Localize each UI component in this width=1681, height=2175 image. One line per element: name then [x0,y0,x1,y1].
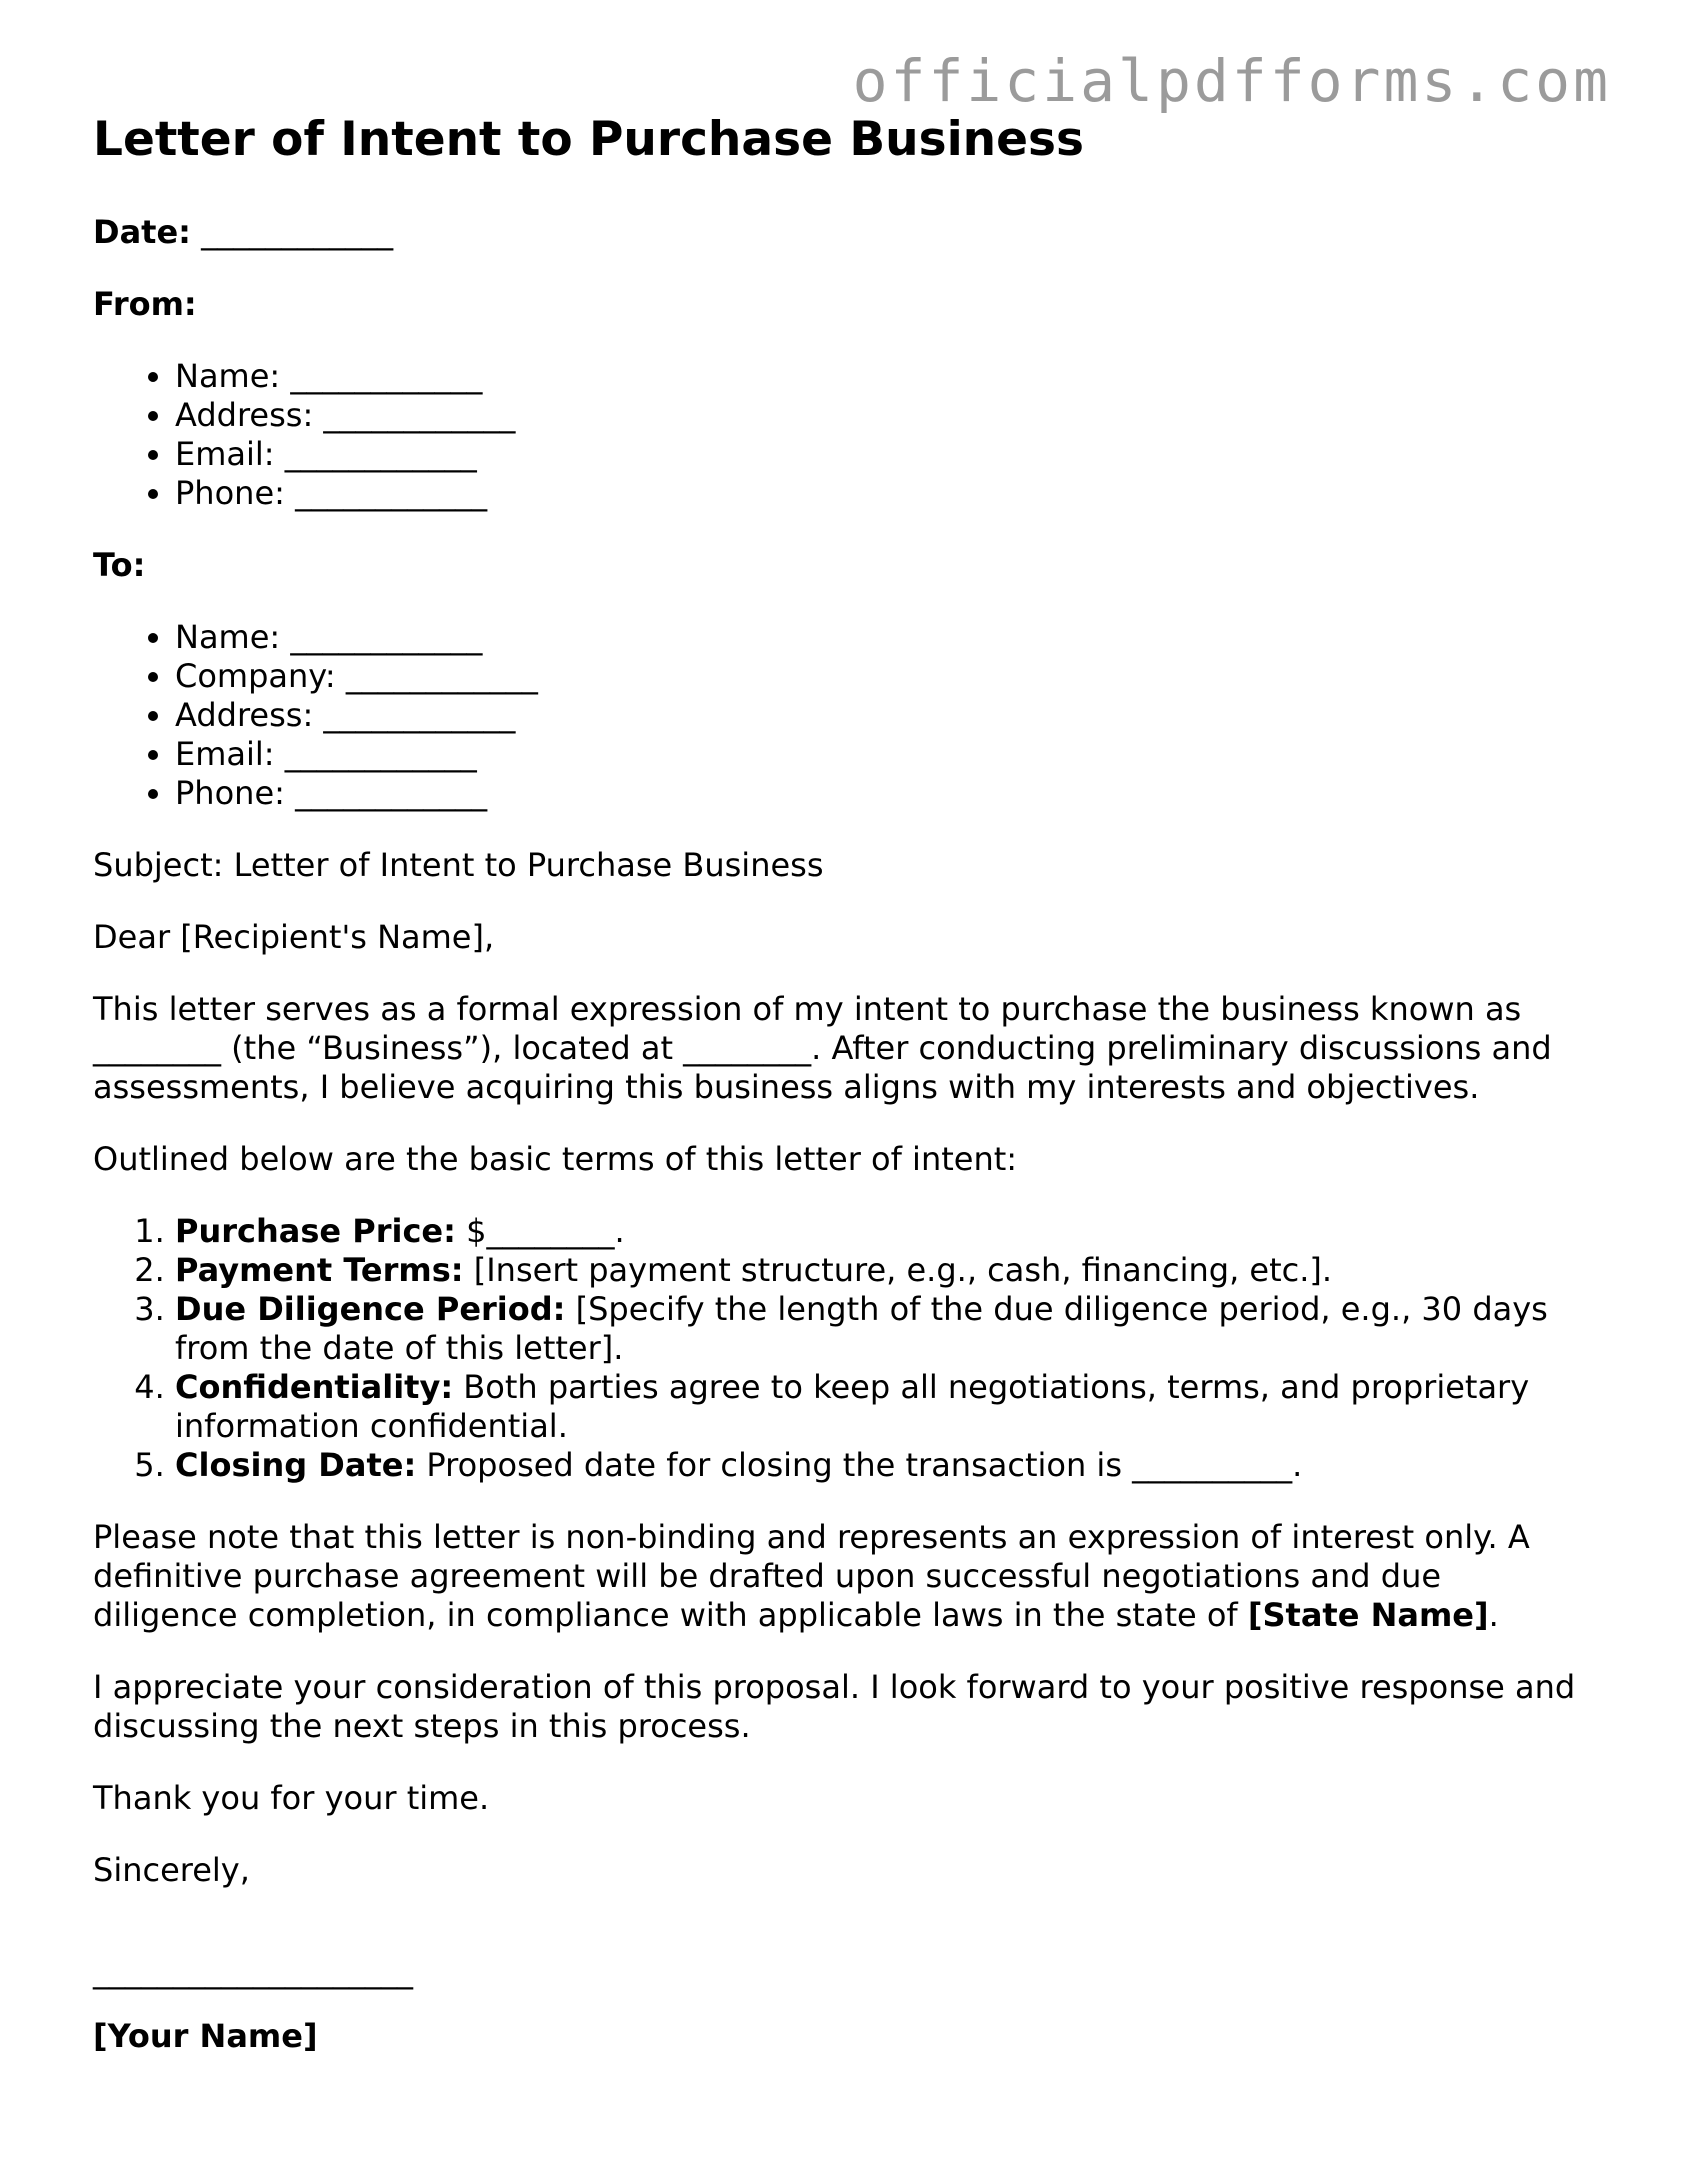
state-name: [State Name] [1247,1596,1489,1634]
term-item [175,1290,1593,1368]
your-name: [Your Name] [93,2017,318,2055]
to-heading: To: [93,546,146,584]
term-label: Due Diligence Period: [175,1290,566,1328]
watermark: officialpdfforms.com [852,47,1611,115]
term-item [175,1446,1593,1485]
term-label: Closing Date: [175,1446,417,1484]
list-item: • Address: ____________ [175,696,1593,735]
term-text: $________. [455,1212,625,1250]
to-list [93,618,1593,813]
list-item: • Name: ____________ [175,618,1593,657]
list-item: • Company: ____________ [175,657,1593,696]
term-label: Purchase Price: [175,1212,456,1250]
terms-list [93,1212,1593,1485]
from-heading: From: [93,285,197,323]
intro-paragraph: This letter serves as a formal expression of my intent to purchase the business known as ________ (the “Business”), located at ________. After conducting preliminary discussions and assessments, I believe acquiring this business aligns with my interests and objectives. [93,990,1552,1106]
date-line [93,213,1593,252]
from-list [93,357,1593,513]
list-item: • Phone: ____________ [175,474,1593,513]
term-text: [Insert payment structure, e.g., cash, financing, etc.]. [463,1251,1333,1289]
list-item: • Name: ____________ [175,357,1593,396]
list-item: • Phone: ____________ [175,774,1593,813]
term-item [175,1212,1593,1251]
date-blank: ____________ [201,213,394,251]
term-label: Confidentiality: [175,1368,454,1406]
date-label: Date: [93,213,191,251]
list-item: • Email: ____________ [175,735,1593,774]
term-label: Payment Terms: [175,1251,464,1289]
term-item [175,1368,1593,1446]
salutation: Dear [Recipient's Name], [93,918,495,956]
signature-line: ____________________ [93,1952,413,1990]
list-item: • Email: ____________ [175,435,1593,474]
terms-intro: Outlined below are the basic terms of this letter of intent: [93,1140,1018,1178]
note-paragraph [93,1518,1593,1635]
note-text: Please note that this letter is non-binding and represents an expression of interest only. A definitive purchase agreement will be drafted upon successful negotiations and due diligence completion, in compliance with applicable laws in the state of [93,1518,1530,1634]
letter-document [93,112,1593,2089]
subject-line: Subject: Letter of Intent to Purchase Business [93,846,824,884]
thanks-line: Thank you for your time. [93,1779,490,1817]
closing-line: Sincerely, [93,1851,250,1889]
list-item: • Address: ____________ [175,396,1593,435]
note-end: . [1488,1596,1499,1634]
term-text: Both parties agree to keep all negotiations, terms, and proprietary information confidential. [175,1368,1530,1445]
term-text: [Specify the length of the due diligence period, e.g., 30 days from the date of this letter]. [175,1290,1548,1367]
term-item [175,1251,1593,1290]
page-title: Letter of Intent to Purchase Business [93,112,1084,167]
term-text: Proposed date for closing the transaction is __________. [416,1446,1303,1484]
appreciation-paragraph: I appreciate your consideration of this proposal. I look forward to your positive response and discussing the next steps in this process. [93,1668,1576,1745]
